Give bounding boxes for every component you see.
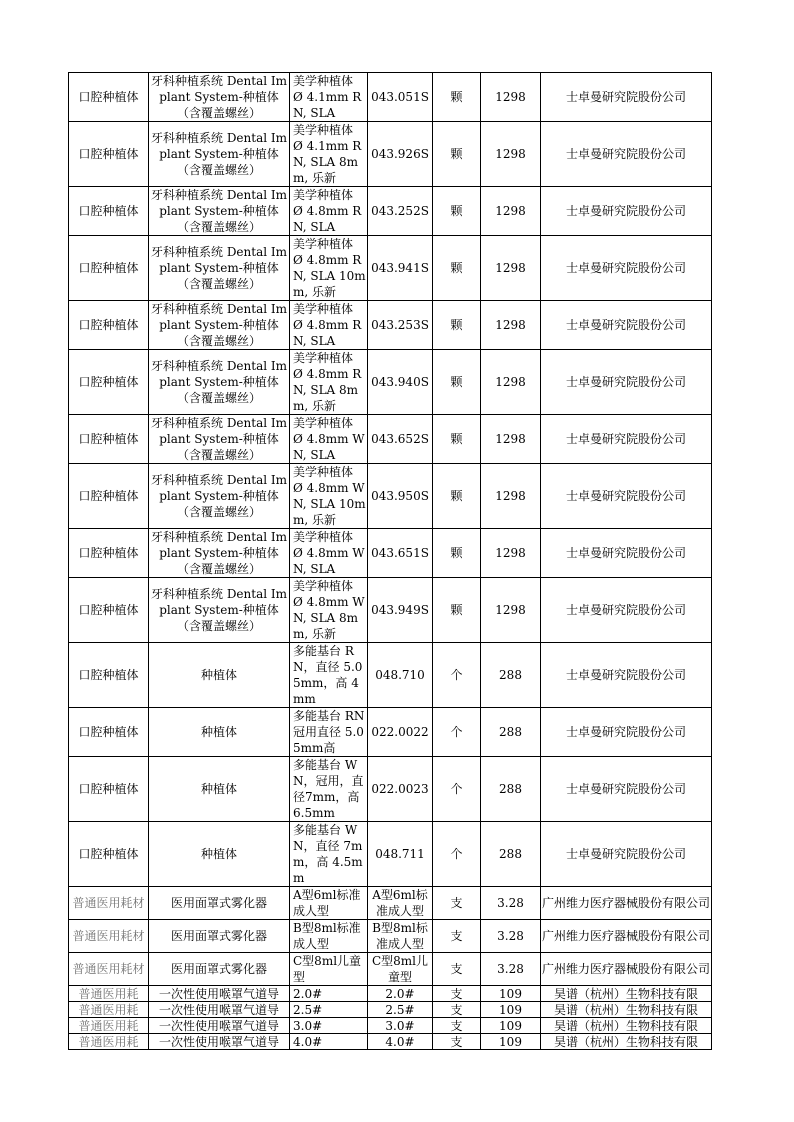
price-cell: 1298 <box>481 415 541 464</box>
price-cell: 3.28 <box>481 887 541 920</box>
code-cell: 043.950S <box>368 464 433 529</box>
code-cell: 043.651S <box>368 529 433 578</box>
product-name-cell: 医用面罩式雾化器 <box>149 953 290 986</box>
price-cell: 288 <box>481 643 541 708</box>
table-row <box>69 920 712 953</box>
price-cell: 1298 <box>481 301 541 350</box>
category-cell: 口腔种植体 <box>69 236 149 301</box>
table-row <box>69 953 712 986</box>
price-cell: 1298 <box>481 578 541 643</box>
product-name-cell: 一次性使用喉罩气道导 <box>149 1018 290 1034</box>
price-cell: 1298 <box>481 350 541 415</box>
price-cell: 109 <box>481 986 541 1002</box>
table-row <box>69 708 712 757</box>
product-name-cell: 牙科种植系统 Dental Implant System-种植体（含覆盖螺丝） <box>149 578 290 643</box>
code-cell: B型8ml标准成人型 <box>368 920 433 953</box>
price-cell: 1298 <box>481 464 541 529</box>
category-cell: 口腔种植体 <box>69 708 149 757</box>
company-cell: 广州维力医疗器械股份有限公司 <box>541 953 712 986</box>
price-table <box>68 72 712 1050</box>
code-cell: 3.0# <box>368 1018 433 1034</box>
unit-cell: 支 <box>433 1018 481 1034</box>
table-row <box>69 1034 712 1050</box>
price-cell: 288 <box>481 708 541 757</box>
product-name-cell: 种植体 <box>149 757 290 822</box>
category-cell: 口腔种植体 <box>69 187 149 236</box>
company-cell: 士卓曼研究院股份公司 <box>541 350 712 415</box>
category-cell: 口腔种植体 <box>69 350 149 415</box>
unit-cell: 颗 <box>433 122 481 187</box>
code-cell: 043.253S <box>368 301 433 350</box>
product-name-cell: 一次性使用喉罩气道导 <box>149 1034 290 1050</box>
spec-cell: 美学种植体 Ø 4.8mm RN, SLA <box>290 301 368 350</box>
code-cell: 2.5# <box>368 1002 433 1018</box>
category-cell: 口腔种植体 <box>69 464 149 529</box>
company-cell: 士卓曼研究院股份公司 <box>541 415 712 464</box>
code-cell: 2.0# <box>368 986 433 1002</box>
unit-cell: 颗 <box>433 187 481 236</box>
product-name-cell: 牙科种植系统 Dental Implant System-种植体（含覆盖螺丝） <box>149 529 290 578</box>
unit-cell: 支 <box>433 953 481 986</box>
table-row <box>69 415 712 464</box>
product-name-cell: 一次性使用喉罩气道导 <box>149 986 290 1002</box>
product-name-cell: 牙科种植系统 Dental Implant System-种植体（含覆盖螺丝） <box>149 73 290 122</box>
code-cell: 043.949S <box>368 578 433 643</box>
table-row <box>69 464 712 529</box>
price-cell: 3.28 <box>481 920 541 953</box>
category-cell: 口腔种植体 <box>69 757 149 822</box>
price-cell: 1298 <box>481 236 541 301</box>
unit-cell: 颗 <box>433 415 481 464</box>
table-row <box>69 122 712 187</box>
company-cell: 士卓曼研究院股份公司 <box>541 187 712 236</box>
company-cell: 士卓曼研究院股份公司 <box>541 708 712 757</box>
price-cell: 3.28 <box>481 953 541 986</box>
price-cell: 109 <box>481 1018 541 1034</box>
company-cell: 士卓曼研究院股份公司 <box>541 643 712 708</box>
unit-cell: 支 <box>433 1034 481 1050</box>
spec-cell: 美学种植体 Ø 4.8mm RN, SLA <box>290 187 368 236</box>
price-cell: 1298 <box>481 122 541 187</box>
category-cell: 普通医用耗 <box>69 1018 149 1034</box>
company-cell: 广州维力医疗器械股份有限公司 <box>541 920 712 953</box>
table-row <box>69 643 712 708</box>
company-cell: 广州维力医疗器械股份有限公司 <box>541 887 712 920</box>
spec-cell: 3.0# <box>290 1018 368 1034</box>
table-row <box>69 529 712 578</box>
product-name-cell: 种植体 <box>149 708 290 757</box>
company-cell: 士卓曼研究院股份公司 <box>541 122 712 187</box>
table-row <box>69 1018 712 1034</box>
product-name-cell: 一次性使用喉罩气道导 <box>149 1002 290 1018</box>
table-row <box>69 73 712 122</box>
product-name-cell: 牙科种植系统 Dental Implant System-种植体（含覆盖螺丝） <box>149 415 290 464</box>
category-cell: 普通医用耗 <box>69 1034 149 1050</box>
company-cell: 士卓曼研究院股份公司 <box>541 757 712 822</box>
unit-cell: 支 <box>433 1002 481 1018</box>
table-row <box>69 350 712 415</box>
product-name-cell: 牙科种植系统 Dental Implant System-种植体（含覆盖螺丝） <box>149 122 290 187</box>
code-cell: 043.926S <box>368 122 433 187</box>
unit-cell: 颗 <box>433 464 481 529</box>
unit-cell: 颗 <box>433 350 481 415</box>
unit-cell: 个 <box>433 643 481 708</box>
company-cell: 士卓曼研究院股份公司 <box>541 529 712 578</box>
company-cell: 昊谱（杭州）生物科技有限 <box>541 986 712 1002</box>
spec-cell: 美学种植体 Ø 4.8mm RN, SLA 8mm, 乐新 <box>290 350 368 415</box>
spec-cell: 4.0# <box>290 1034 368 1050</box>
company-cell: 士卓曼研究院股份公司 <box>541 301 712 350</box>
unit-cell: 颗 <box>433 73 481 122</box>
product-name-cell: 牙科种植系统 Dental Implant System-种植体（含覆盖螺丝） <box>149 301 290 350</box>
unit-cell: 个 <box>433 708 481 757</box>
product-name-cell: 牙科种植系统 Dental Implant System-种植体（含覆盖螺丝） <box>149 350 290 415</box>
spec-cell: 2.5# <box>290 1002 368 1018</box>
product-name-cell: 牙科种植系统 Dental Implant System-种植体（含覆盖螺丝） <box>149 236 290 301</box>
code-cell: 043.652S <box>368 415 433 464</box>
code-cell: 048.710 <box>368 643 433 708</box>
company-cell: 昊谱（杭州）生物科技有限 <box>541 1034 712 1050</box>
unit-cell: 个 <box>433 822 481 887</box>
price-cell: 1298 <box>481 529 541 578</box>
code-cell: 048.711 <box>368 822 433 887</box>
unit-cell: 颗 <box>433 301 481 350</box>
spec-cell: B型8ml标准成人型 <box>290 920 368 953</box>
table-row <box>69 1002 712 1018</box>
table-row <box>69 757 712 822</box>
category-cell: 口腔种植体 <box>69 73 149 122</box>
spec-cell: 多能基台 RN，直径 5.05mm，高 4mm <box>290 643 368 708</box>
spec-cell: 美学种植体 Ø 4.8mm WN, SLA <box>290 529 368 578</box>
product-name-cell: 种植体 <box>149 643 290 708</box>
category-cell: 普通医用耗 <box>69 1002 149 1018</box>
category-cell: 普通医用耗 <box>69 986 149 1002</box>
spec-cell: 美学种植体 Ø 4.8mm RN, SLA 10mm, 乐新 <box>290 236 368 301</box>
category-cell: 口腔种植体 <box>69 822 149 887</box>
code-cell: A型6ml标准成人型 <box>368 887 433 920</box>
price-cell: 1298 <box>481 73 541 122</box>
spec-cell: 美学种植体 Ø 4.8mm WN, SLA 10mm, 乐新 <box>290 464 368 529</box>
product-name-cell: 医用面罩式雾化器 <box>149 920 290 953</box>
price-cell: 1298 <box>481 187 541 236</box>
spec-cell: 2.0# <box>290 986 368 1002</box>
category-cell: 普通医用耗材 <box>69 953 149 986</box>
code-cell: 043.941S <box>368 236 433 301</box>
unit-cell: 颗 <box>433 578 481 643</box>
price-cell: 109 <box>481 1034 541 1050</box>
code-cell: 4.0# <box>368 1034 433 1050</box>
category-cell: 普通医用耗材 <box>69 920 149 953</box>
spec-cell: 多能基台 WN，直径 7mm，高 4.5mm <box>290 822 368 887</box>
unit-cell: 支 <box>433 887 481 920</box>
code-cell: 043.940S <box>368 350 433 415</box>
category-cell: 口腔种植体 <box>69 529 149 578</box>
price-cell: 288 <box>481 822 541 887</box>
category-cell: 口腔种植体 <box>69 301 149 350</box>
unit-cell: 颗 <box>433 529 481 578</box>
table-row <box>69 986 712 1002</box>
category-cell: 普通医用耗材 <box>69 887 149 920</box>
company-cell: 士卓曼研究院股份公司 <box>541 73 712 122</box>
product-name-cell: 牙科种植系统 Dental Implant System-种植体（含覆盖螺丝） <box>149 464 290 529</box>
company-cell: 士卓曼研究院股份公司 <box>541 464 712 529</box>
table-row <box>69 236 712 301</box>
table-row <box>69 887 712 920</box>
spec-cell: 美学种植体 Ø 4.8mm WN, SLA 8mm, 乐新 <box>290 578 368 643</box>
code-cell: 022.0022 <box>368 708 433 757</box>
category-cell: 口腔种植体 <box>69 578 149 643</box>
spec-cell: 美学种植体 Ø 4.1mm RN, SLA <box>290 73 368 122</box>
code-cell: 043.252S <box>368 187 433 236</box>
spec-cell: 美学种植体 Ø 4.1mm RN, SLA 8mm, 乐新 <box>290 122 368 187</box>
company-cell: 士卓曼研究院股份公司 <box>541 578 712 643</box>
product-name-cell: 医用面罩式雾化器 <box>149 887 290 920</box>
table-row <box>69 822 712 887</box>
company-cell: 昊谱（杭州）生物科技有限 <box>541 1018 712 1034</box>
code-cell: 022.0023 <box>368 757 433 822</box>
table-row <box>69 187 712 236</box>
code-cell: 043.051S <box>368 73 433 122</box>
unit-cell: 支 <box>433 920 481 953</box>
category-cell: 口腔种植体 <box>69 122 149 187</box>
category-cell: 口腔种植体 <box>69 643 149 708</box>
product-name-cell: 种植体 <box>149 822 290 887</box>
price-cell: 109 <box>481 1002 541 1018</box>
code-cell: C型8ml儿童型 <box>368 953 433 986</box>
table-row <box>69 301 712 350</box>
spec-cell: C型8ml儿童型 <box>290 953 368 986</box>
company-cell: 士卓曼研究院股份公司 <box>541 236 712 301</box>
company-cell: 昊谱（杭州）生物科技有限 <box>541 1002 712 1018</box>
spec-cell: 多能基台 RN冠用直径 5.05mm高 <box>290 708 368 757</box>
price-cell: 288 <box>481 757 541 822</box>
table-row <box>69 578 712 643</box>
spec-cell: A型6ml标准成人型 <box>290 887 368 920</box>
product-name-cell: 牙科种植系统 Dental Implant System-种植体（含覆盖螺丝） <box>149 187 290 236</box>
unit-cell: 支 <box>433 986 481 1002</box>
spec-cell: 多能基台 WN，冠用，直径7mm，高6.5mm <box>290 757 368 822</box>
unit-cell: 颗 <box>433 236 481 301</box>
spec-cell: 美学种植体 Ø 4.8mm WN, SLA <box>290 415 368 464</box>
unit-cell: 个 <box>433 757 481 822</box>
category-cell: 口腔种植体 <box>69 415 149 464</box>
company-cell: 士卓曼研究院股份公司 <box>541 822 712 887</box>
